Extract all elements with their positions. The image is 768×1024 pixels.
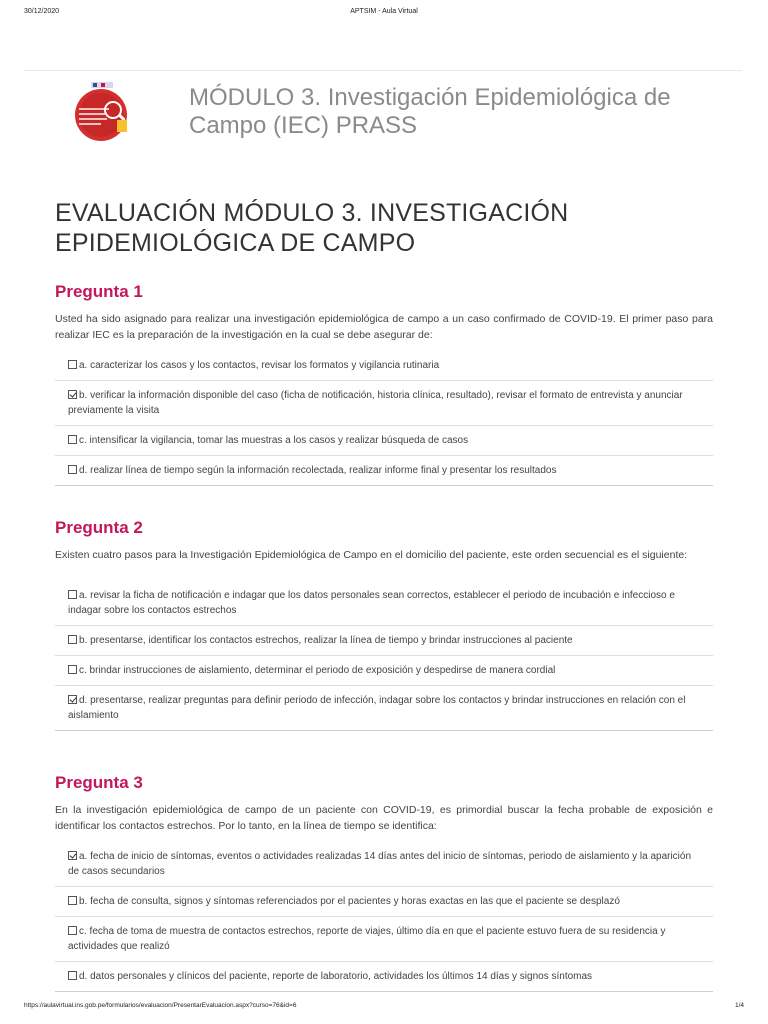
option-b[interactable] bbox=[55, 626, 713, 656]
option-text: d. presentarse, realizar preguntas para definir periodo de infección, indagar sobre los contactos y brindar instrucciones en relación con el aislamiento bbox=[68, 695, 686, 721]
option-text: a. revisar la ficha de notificación e indagar que los datos personales sean correctos, establecer el periodo de incubación e infeccioso e indagar sobre los contactos estrechos bbox=[68, 590, 675, 616]
option-text: c. intensificar la vigilancia, tomar las muestras a los casos y realizar búsqueda de casos bbox=[79, 435, 469, 446]
course-title: MÓDULO 3. Investigación Epidemiológica de Campo (IEC) PRASS bbox=[189, 84, 671, 139]
checkbox-icon[interactable] bbox=[68, 896, 77, 905]
checkbox-icon[interactable] bbox=[68, 971, 77, 980]
option-c[interactable] bbox=[55, 917, 713, 962]
course-logo-icon bbox=[65, 80, 135, 142]
checkbox-icon[interactable] bbox=[68, 465, 77, 474]
options-list bbox=[55, 581, 713, 731]
question-2 bbox=[55, 518, 713, 731]
question-label: Pregunta 3 bbox=[55, 773, 143, 792]
question-label: Pregunta 1 bbox=[55, 282, 143, 301]
option-d[interactable] bbox=[55, 686, 713, 731]
checkbox-icon[interactable] bbox=[68, 360, 77, 369]
option-d[interactable] bbox=[55, 962, 713, 992]
option-text: b. presentarse, identificar los contactos estrechos, realizar la línea de tiempo y brindar instrucciones al paciente bbox=[79, 635, 573, 646]
question-1 bbox=[55, 282, 713, 486]
checkbox-checked-icon[interactable] bbox=[68, 695, 77, 704]
question-3 bbox=[55, 773, 713, 992]
option-text: a. fecha de inicio de síntomas, eventos o actividades realizadas 14 días antes del inicio de síntomas, periodo de aislamiento y la aparición de casos secundarios bbox=[68, 851, 692, 877]
options-list bbox=[55, 842, 713, 992]
option-text: c. fecha de toma de muestra de contactos estrechos, reporte de viajes, último día en que el paciente estuvo fuera de su residencia y actividades que realizó bbox=[68, 926, 666, 952]
option-b[interactable] bbox=[55, 887, 713, 917]
checkbox-checked-icon[interactable] bbox=[68, 851, 77, 860]
option-text: a. caracterizar los casos y los contactos, revisar los formatos y vigilancia rutinaria bbox=[79, 360, 440, 371]
top-divider bbox=[24, 70, 742, 71]
question-label: Pregunta 2 bbox=[55, 518, 143, 537]
question-text: Usted ha sido asignado para realizar una investigación epidemiológica de campo a un caso confirmado de COVID-19. El primer paso para realizar IEC es la preparación de la investigación en la cual se debe asegurar de: bbox=[55, 313, 713, 341]
checkbox-icon[interactable] bbox=[68, 590, 77, 599]
checkbox-icon[interactable] bbox=[68, 926, 77, 935]
print-date: 30/12/2020 bbox=[24, 8, 60, 15]
option-a[interactable] bbox=[55, 351, 713, 381]
option-text: b. verificar la información disponible del caso (ficha de notificación, historia clínica, resultado), revisar el formato de entrevista y anunciar previamente la visita bbox=[68, 390, 683, 416]
checkbox-icon[interactable] bbox=[68, 635, 77, 644]
option-a[interactable] bbox=[55, 581, 713, 626]
option-text: d. datos personales y clínicos del paciente, reporte de laboratorio, actividades los últimos 14 días y signos síntomas bbox=[79, 971, 593, 982]
course-header bbox=[65, 80, 728, 144]
option-a[interactable] bbox=[55, 842, 713, 887]
print-url: https://aulavirtual.ins.gob.pe/formularios/evaluacion/PresentarEvaluacion.aspx?curso=76&id=6 bbox=[24, 1002, 297, 1009]
question-text: En la investigación epidemiológica de campo de un paciente con COVID-19, es primordial buscar la fecha probable de exposición e identificar los contactos estrechos. Por lo tanto, en la línea de tiempo se identifica: bbox=[55, 804, 713, 832]
checkbox-icon[interactable] bbox=[68, 435, 77, 444]
page-number: 1/4 bbox=[734, 1002, 744, 1009]
option-d[interactable] bbox=[55, 456, 713, 486]
evaluation-title: EVALUACIÓN MÓDULO 3. INVESTIGACIÓN EPIDEMIOLÓGICA DE CAMPO bbox=[55, 199, 569, 257]
print-header bbox=[24, 8, 744, 22]
option-text: c. brindar instrucciones de aislamiento, determinar el periodo de exposición y despedirse de manera cordial bbox=[79, 665, 556, 676]
option-b[interactable] bbox=[55, 381, 713, 426]
option-c[interactable] bbox=[55, 656, 713, 686]
option-text: b. fecha de consulta, signos y síntomas referenciados por el pacientes y horas exactas en las que el paciente se desplazó bbox=[79, 896, 620, 907]
options-list bbox=[55, 351, 713, 486]
print-footer bbox=[24, 1002, 744, 1014]
option-text: d. realizar línea de tiempo según la información recolectada, realizar informe final y presentar los resultados bbox=[79, 465, 557, 476]
checkbox-checked-icon[interactable] bbox=[68, 390, 77, 399]
print-page-title: APTSIM - Aula Virtual bbox=[350, 8, 418, 15]
question-text: Existen cuatro pasos para la Investigación Epidemiológica de Campo en el domicilio del paciente, este orden secuencial es el siguiente: bbox=[55, 549, 688, 561]
option-c[interactable] bbox=[55, 426, 713, 456]
checkbox-icon[interactable] bbox=[68, 665, 77, 674]
